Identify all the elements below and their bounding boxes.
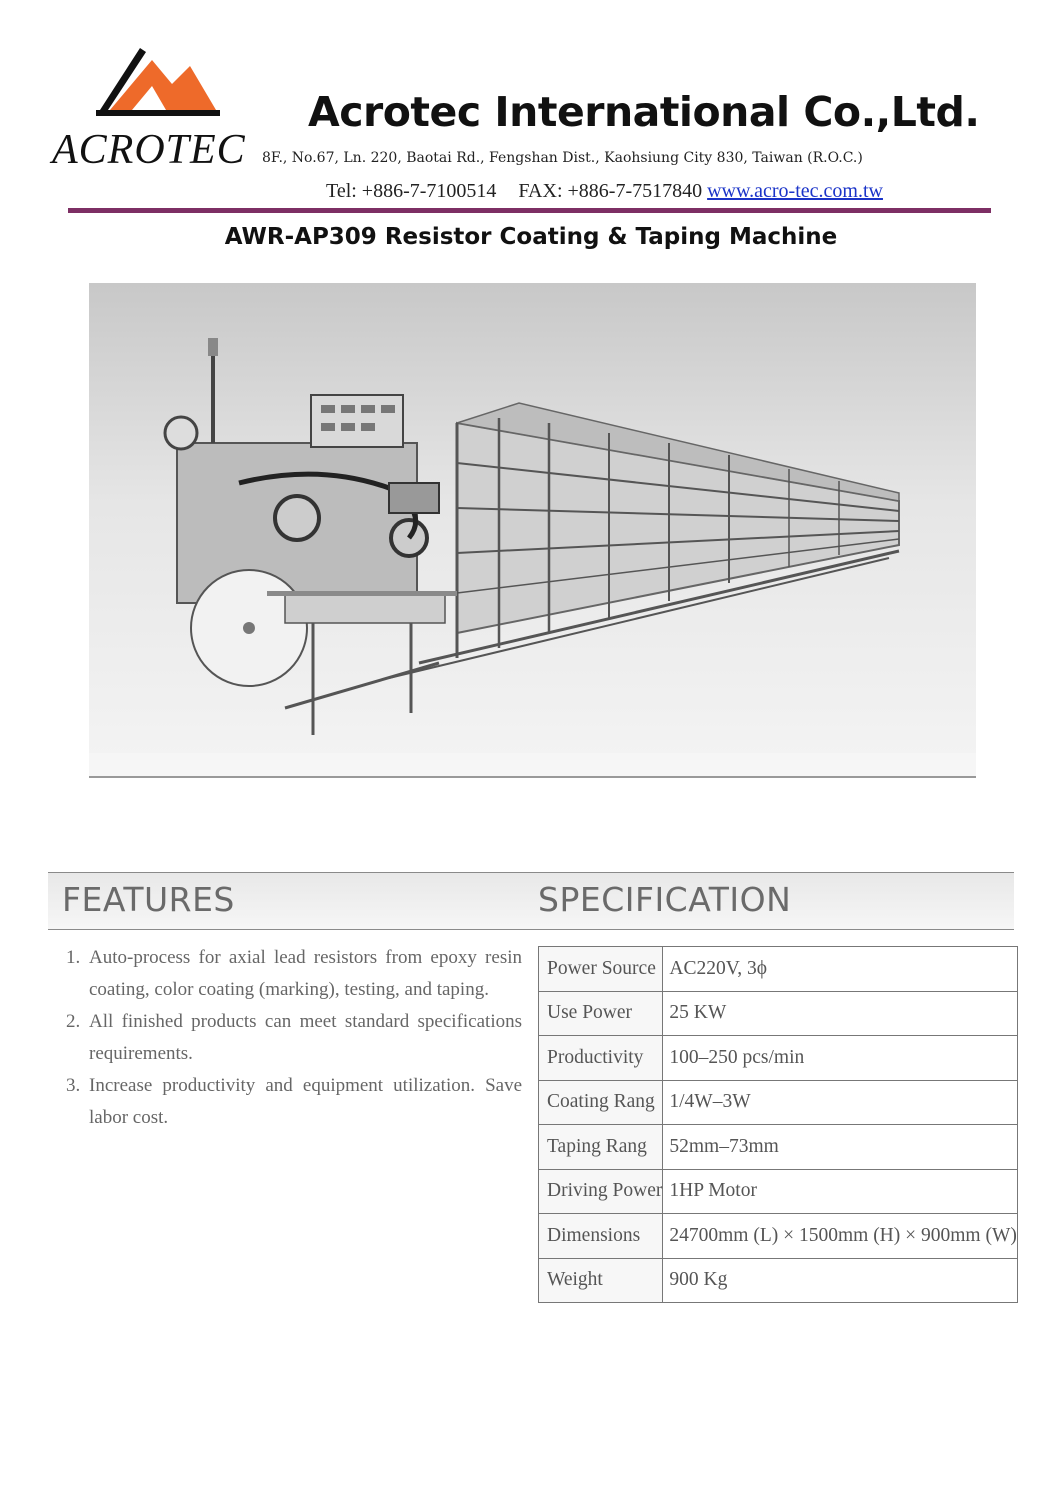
spec-value: 900 Kg <box>663 1258 1018 1303</box>
table-row <box>539 1080 1018 1125</box>
spec-label: Driving Power <box>539 1169 663 1214</box>
spec-label: Coating Rang <box>539 1080 663 1125</box>
spec-label: Productivity <box>539 1036 663 1081</box>
tel-number: Tel: +886-7-7100514 <box>326 180 497 202</box>
spec-value: 24700mm (L) × 1500mm (H) × 900mm (W) <box>663 1214 1018 1259</box>
mountain-logo-icon <box>92 48 272 128</box>
list-item: 1. Auto-process for axial lead resistors from epoxy resin coating, color coating (marking), testing, and taping. <box>66 947 522 1000</box>
features-list <box>62 942 522 1134</box>
spec-label: Use Power <box>539 991 663 1036</box>
table-row <box>539 947 1018 992</box>
table-row <box>539 1169 1018 1214</box>
website-link[interactable]: www.acro-tec.com.tw <box>707 180 883 202</box>
table-row <box>539 1214 1018 1259</box>
contact-line <box>326 180 883 203</box>
page-title: AWR-AP309 Resistor Coating & Taping Machine <box>224 224 838 250</box>
list-item: 3. Increase productivity and equipment utilization. Save labor cost. <box>66 1075 522 1128</box>
table-row <box>539 1258 1018 1303</box>
acrotec-logo <box>52 48 262 173</box>
specification-heading: SPECIFICATION <box>538 880 792 919</box>
company-address: 8F., No.67, Ln. 220, Baotai Rd., Fengshan Dist., Kaohsiung City 830, Taiwan (R.O.C.) <box>262 150 863 166</box>
spec-label: Weight <box>539 1258 663 1303</box>
table-row <box>539 1036 1018 1081</box>
list-item: 2. All finished products can meet standard specifications requirements. <box>66 1011 522 1064</box>
machine-illustration <box>89 283 976 776</box>
spec-label: Dimensions <box>539 1214 663 1259</box>
spec-value: 25 KW <box>663 991 1018 1036</box>
table-row <box>539 1125 1018 1170</box>
table-row <box>539 991 1018 1036</box>
logo-wordmark: ACROTEC <box>52 127 246 173</box>
spec-value: AC220V, 3ϕ <box>663 947 1018 992</box>
spec-value: 1/4W–3W <box>663 1080 1018 1125</box>
spec-value: 100–250 pcs/min <box>663 1036 1018 1081</box>
spec-value: 52mm–73mm <box>663 1125 1018 1170</box>
spec-value: 1HP Motor <box>663 1169 1018 1214</box>
spec-label: Taping Rang <box>539 1125 663 1170</box>
fax-number: FAX: +886-7-7517840 <box>518 180 703 202</box>
features-heading: FEATURES <box>62 880 235 919</box>
company-name: Acrotec International Co.,Ltd. <box>308 88 980 136</box>
specification-table <box>538 946 1018 1303</box>
spec-label: Power Source <box>539 947 663 992</box>
machine-photo <box>89 283 976 778</box>
header-divider <box>68 208 991 213</box>
